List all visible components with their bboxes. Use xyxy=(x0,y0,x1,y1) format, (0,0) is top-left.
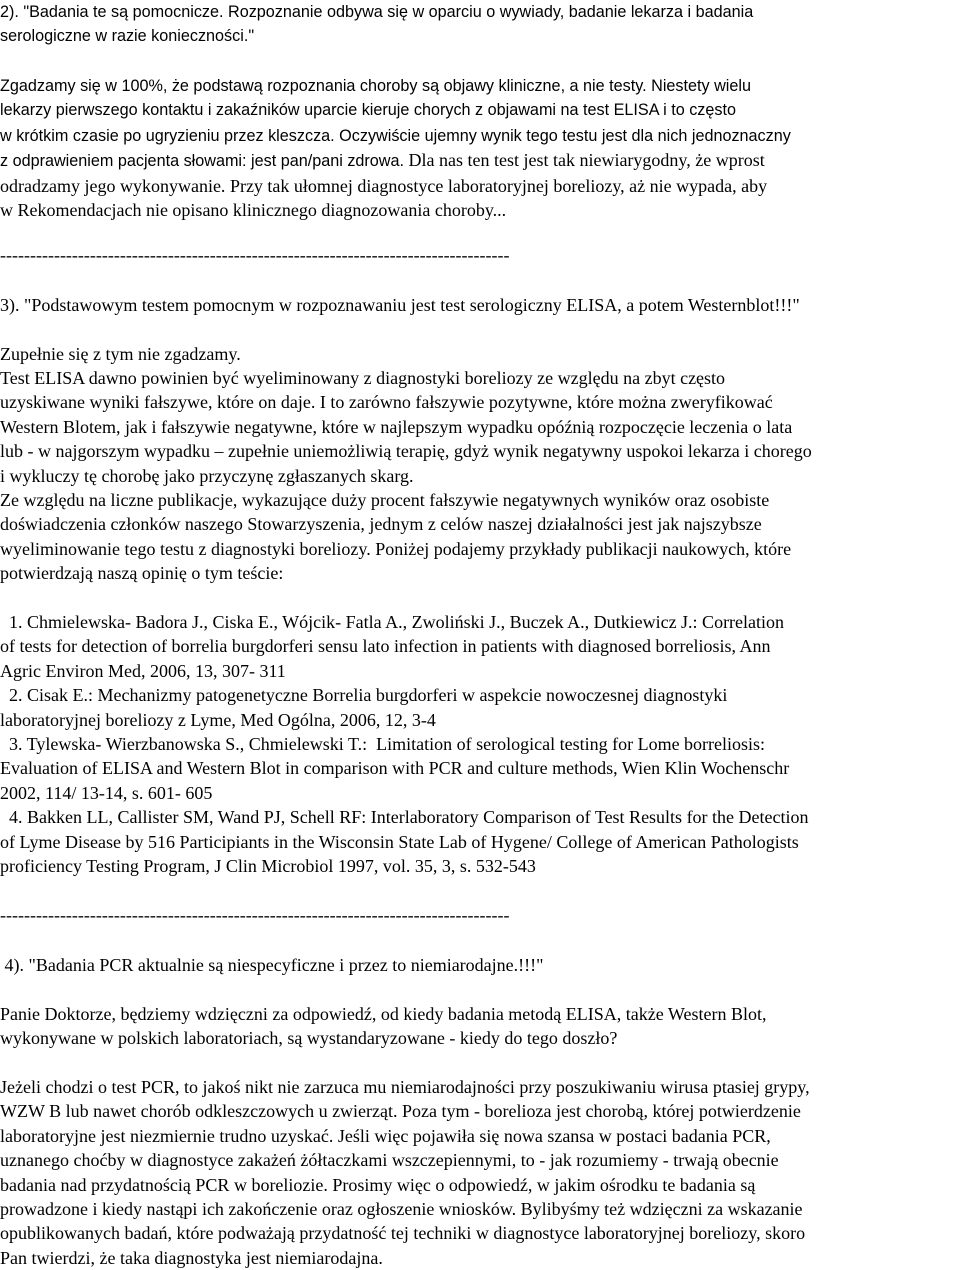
reference-item: of Lyme Disease by 516 Participiants in the Wisconsin State Lab of Hygene/ College of American Pathologists xyxy=(0,831,799,852)
dashed-divider: ------------------------------------------------------------------------------------- xyxy=(0,245,510,265)
reference-item: 2002, 114/ 13-14, s. 601- 605 xyxy=(0,782,213,803)
paragraph-line: Western Blotem, jak i fałszywie negatywne, które w najlepszym wypadku opóźnią rozpoczęcie leczenia o lata xyxy=(0,416,793,437)
section-2-paragraph xyxy=(0,73,958,222)
section-4-paragraph-2 xyxy=(0,1075,958,1270)
section-3-paragraph xyxy=(0,366,958,586)
paragraph-line: WZW B lub nawet chorób odkleszczowych u zwierząt. Poza tym - borelioza jest chorobą, której potwierdzenie xyxy=(0,1101,801,1122)
paragraph-line: uznanego choćby w diagnostyce zakażeń żółtaczkami wszczepiennymi, to - jak rozumiemy - trwają obecnie xyxy=(0,1150,779,1171)
heading-line: serologiczne w razie konieczności." xyxy=(0,27,255,46)
paragraph-line: opublikowanych badań, które podważają przydatność tej techniki w diagnostyce laboratoryjnej boreliozy, skoro xyxy=(0,1223,806,1244)
dashed-divider: ------------------------------------------------------------------------------------- xyxy=(0,905,510,925)
reference-item: 4. Bakken LL, Callister SM, Wand PJ, Schell RF: Interlaboratory Comparison of Test Results for the Detection xyxy=(0,807,809,828)
reference-item: 3. Tylewska- Wierzbanowska S., Chmielewski T.: Limitation of serological testing for Lome borreliosis: xyxy=(0,734,766,755)
reference-item: of tests for detection of borrelia burgdorferi sensu lato infection in patients with diagnosed borreliosis, Ann xyxy=(0,636,771,657)
paragraph-line: lub - w najgorszym wypadku – zupełnie uniemożliwią terapię, gdyż wynik negatywny uspokoi lekarza i chorego xyxy=(0,441,812,462)
paragraph-line: wykonywane w polskich laboratoriach, są wystandaryzowane - kiedy do tego doszło? xyxy=(0,1028,618,1049)
paragraph-line: potwierdzają naszą opinię o tym teście: xyxy=(0,563,284,584)
paragraph-line: laboratoryjne jest niezmiernie trudno uzyskać. Jeśli więc pojawiła się nowa szansa w postaci badania PCR, xyxy=(0,1125,771,1146)
section-4-heading: 4). "Badania PCR aktualnie są niespecyficzne i przez to niemiarodajne.!!!" xyxy=(0,955,544,975)
paragraph-line: Ze względu na liczne publikacje, wykazujące duży procent fałszywie negatywnych wyników oraz osobiste xyxy=(0,490,770,511)
paragraph-line: doświadczenia członków naszego Stowarzyszenia, jednym z celów naszej działalności jest jak najszybsze xyxy=(0,514,762,535)
paragraph-line: z odprawieniem pacjenta słowami: jest pan/pani zdrowa. Dla nas ten test jest tak niewiarygodny, że wprost xyxy=(0,150,765,171)
heading-line: 2). "Badania te są pomocnicze. Rozpoznanie odbywa się w oparciu o wywiady, badanie lekarza i badania xyxy=(0,3,754,21)
paragraph-line: Pan twierdzi, że taka diagnostyka jest niemiarodajna. xyxy=(0,1247,383,1268)
paragraph-line: Jeżeli chodzi o test PCR, to jakoś nikt nie zarzuca mu niemiarodajności przy poszukiwaniu wirusa ptasiej grypy, xyxy=(0,1077,810,1097)
paragraph-line: odradzamy jego wykonywanie. Przy tak ułomnej diagnostyce laboratoryjnej boreliozy, aż nie wypada, aby xyxy=(0,175,768,196)
paragraph-line: lekarzy pierwszego kontaktu i zakaźników uparcie kieruje chorych z objawami na test ELISA i to często xyxy=(0,101,736,120)
paragraph-line: Zgadzamy się w 100%, że podstawą rozpoznania choroby są objawy kliniczne, a nie testy. Niestety wielu xyxy=(0,77,752,95)
reference-item: Evaluation of ELISA and Western Blot in comparison with PCR and culture methods, Wien Klin Wochenschr xyxy=(0,758,790,779)
reference-item: 1. Chmielewska- Badora J., Ciska E., Wójcik- Fatla A., Zwoliński J., Buczek A., Dutkiewicz J.: Correlation xyxy=(0,612,785,632)
paragraph-line: i wykluczy tę chorobę jako przyczynę zgłaszanych skarg. xyxy=(0,465,414,486)
paragraph-line: uzyskiwane wyniki fałszywe, które on daje. I to zarówno fałszywie pozytywne, które można zweryfikować xyxy=(0,392,773,413)
paragraph-line: prowadzone i kiedy nastąpi ich zakończenie oraz ogłoszenie wniosków. Bylibyśmy też wdzięczni za wskazanie xyxy=(0,1199,803,1220)
paragraph-line: w Rekomendacjach nie opisano klinicznego diagnozowania choroby... xyxy=(0,200,507,221)
reference-item: proficiency Testing Program, J Clin Microbiol 1997, vol. 35, 3, s. 532-543 xyxy=(0,856,536,877)
section-2-heading xyxy=(0,0,958,49)
section-4-paragraph-1 xyxy=(0,1002,958,1051)
reference-item: Agric Environ Med, 2006, 13, 307- 311 xyxy=(0,660,286,681)
section-3-heading: 3). "Podstawowym testem pomocnym w rozpoznawaniu jest test serologiczny ELISA, a potem Westernblot!!!" xyxy=(0,295,800,315)
paragraph-line: wyeliminowanie tego testu z diagnostyki boreliozy. Poniżej podajemy przykłady publikacji naukowych, które xyxy=(0,538,792,559)
paragraph-line: Test ELISA dawno powinien być wyeliminowany z diagnostyki boreliozy ze względu na zbyt często xyxy=(0,368,726,388)
reference-item: 2. Cisak E.: Mechanizmy patogenetyczne Borrelia burgdorferi w aspekcie nowoczesnej diagnostyki xyxy=(0,685,728,706)
section-3-lead: Zupełnie się z tym nie zgadzamy. xyxy=(0,344,241,364)
reference-list xyxy=(0,610,958,878)
paragraph-line: Panie Doktorze, będziemy wdzięczni za odpowiedź, od kiedy badania metodą ELISA, także Western Blot, xyxy=(0,1004,767,1024)
reference-item: laboratoryjnej boreliozy z Lyme, Med Ogólna, 2006, 12, 3-4 xyxy=(0,709,436,730)
paragraph-line: badania nad przydatnością PCR w boreliozie. Prosimy więc o odpowiedź, w jakim ośrodku te badania są xyxy=(0,1174,756,1195)
paragraph-line: w krótkim czasie po ugryzieniu przez kleszcza. Oczywiście ujemny wynik tego testu jest dla nich jednoznaczny xyxy=(0,126,791,145)
